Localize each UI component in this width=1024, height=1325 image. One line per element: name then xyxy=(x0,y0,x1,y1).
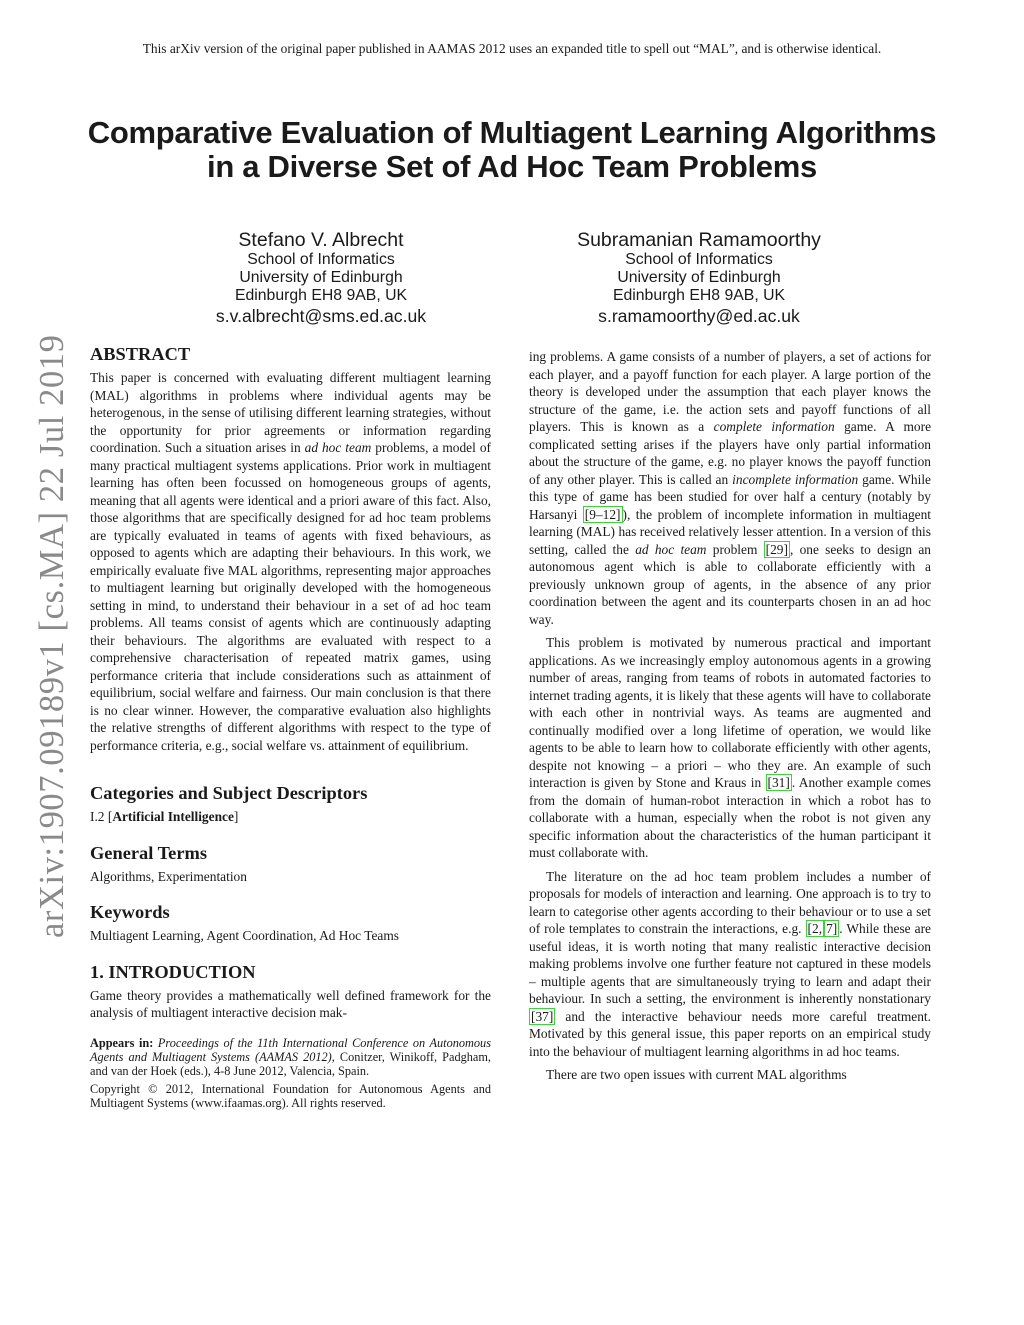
title-line-2: in a Diverse Set of Ad Hoc Team Problems xyxy=(207,149,817,184)
abstract-part-1: This paper is concerned with evaluating different multiagent learning (MAL) algorithms in problems where individual agents may be heterogenous, in the sense of utilising different learning strategies, without the opportunity for prior agreements or information regarding coordination. Such a situation arises in xyxy=(90,370,491,455)
citation-link[interactable]: [31] xyxy=(767,775,790,790)
text-run: ), the problem of incomplete information in multiagent learning (MAL) has received relatively lesser attention. In a version of this setting, called the xyxy=(529,506,932,557)
left-column xyxy=(90,343,491,1110)
header-note: This arXiv version of the original paper published in AAMAS 2012 uses an expanded title to spell out “MAL”, and is otherwise identical. xyxy=(142,41,882,56)
author-email[interactable]: s.v.albrecht@sms.ed.ac.uk xyxy=(215,306,427,326)
categories-heading: Categories and Subject Descriptors xyxy=(90,783,368,803)
emphasis: ad hoc team xyxy=(635,541,707,557)
citation-link[interactable]: [29] xyxy=(765,541,788,557)
literature-paragraph xyxy=(529,868,931,1061)
paper-title xyxy=(40,116,984,184)
text-run: . Another example comes from the domain of human-robot interaction in which a robot has to collaborate with a human, especially when the robot is not given any specific information about the characteristics of the human participant it must collaborate with. xyxy=(529,775,931,860)
citation-link[interactable]: [9–12] xyxy=(584,506,621,522)
text-run: problem xyxy=(706,541,764,557)
category-code: I.2 [ xyxy=(90,809,113,824)
author-name: Stefano V. Albrecht xyxy=(238,229,404,251)
text-run: game. While this type of game has been studied for over half a century (notably by Harsanyi xyxy=(529,471,931,522)
appears-details: , Conitzer, Winikoff, Padgham, and van der Hoek (eds.), 4-8 June 2012, Valencia, Spain. xyxy=(90,1049,491,1078)
author-school: School of Informatics xyxy=(247,251,395,268)
citation-link[interactable]: [2, xyxy=(807,921,823,936)
right-column xyxy=(529,348,931,1084)
arxiv-stamp: arXiv:1907.09189v1 [cs.MA] 22 Jul 2019 xyxy=(33,334,71,938)
author-address: Edinburgh EH8 9AB, UK xyxy=(612,287,786,304)
author-block-2 xyxy=(534,229,864,327)
author-school: School of Informatics xyxy=(625,251,773,268)
text-run: , one seeks to design an autonomous agent which is able to collaborate efficiently with a previously unknown group of agents, in the absence of any prior coordination between the agent and its counterparts chosen in an ad hoc way. xyxy=(529,541,931,627)
intro-paragraph-cont xyxy=(529,348,931,628)
categories-text xyxy=(90,808,491,826)
text-run: and the interactive behaviour needs more careful treatment. Motivated by this general issue, this paper reports on an empirical study into the behaviour of multiagent learning algorithms in ad hoc teams. xyxy=(529,1008,931,1059)
citation-link[interactable]: 7] xyxy=(826,921,838,936)
abstract-emphasis: ad hoc team xyxy=(304,440,372,455)
copyright-note: Copyright © 2012, International Foundation for Autonomous Agents and Multiagent Systems (www.ifaamas.org). All rights reserved. xyxy=(90,1081,491,1110)
title-line-1: Comparative Evaluation of Multiagent Learning Algorithms xyxy=(87,115,937,150)
appears-lead: Appears in: xyxy=(90,1035,154,1050)
motivation-paragraph xyxy=(529,634,931,862)
author-block-1 xyxy=(156,229,486,327)
author-name: Subramanian Ramamoorthy xyxy=(577,229,821,251)
emphasis: incomplete information xyxy=(732,471,859,487)
appears-in-note xyxy=(90,1036,491,1078)
author-university: University of Edinburgh xyxy=(239,269,403,286)
citation-link[interactable]: [37] xyxy=(531,1008,554,1024)
open-issues-paragraph: There are two open issues with current MAL algorithms xyxy=(546,1067,847,1082)
general-terms-heading: General Terms xyxy=(90,842,207,863)
appears-venue: Proceedings of the 11th International Conference on Autonomous Agents and Multiagent Systems (AAMAS 2012) xyxy=(90,1035,491,1064)
keywords-text: Multiagent Learning, Agent Coordination, Ad Hoc Teams xyxy=(90,928,399,943)
abstract-text xyxy=(90,369,491,754)
text-run: The literature on the ad hoc team problem includes a number of proposals for models of interaction and learning. One approach is to try to learn to categorise other agents according to their behaviour or to use a set of role templates to constrain the interactions, e.g. xyxy=(529,868,931,936)
category-close: ] xyxy=(233,809,239,824)
author-address: Edinburgh EH8 9AB, UK xyxy=(234,287,408,304)
intro-paragraph: Game theory provides a mathematically well defined framework for the analysis of multiagent interactive decision mak- xyxy=(90,987,491,1020)
intro-heading: 1. INTRODUCTION xyxy=(90,961,256,982)
author-university: University of Edinburgh xyxy=(617,269,781,286)
text-run: This problem is motivated by numerous practical and important applications. As we increasingly employ autonomous agents in a growing number of areas, ranging from teams of robots in automated factories to internet trading agents, it is likely that these agents will have to collaborate with each other in nontrivial ways. As teams are augmented and continually modified over a long lifetime of operation, we would like agents to be able to learn how to collaborate efficiently with other agents, despite not knowing – a priori – who they are. An example of such interaction is given by Stone and Kraus in xyxy=(529,635,931,790)
general-terms-text: Algorithms, Experimentation xyxy=(90,868,247,884)
text-run: ing problems. A game consists of a number of players, a set of actions for each player, and a payoff function for each player. A large portion of the theory is developed under the assumption that each player knows the structure of the game, i.e. the action sets and payoff functions of all players. This is known as a xyxy=(529,349,931,434)
abstract-heading: ABSTRACT xyxy=(90,344,191,364)
author-email[interactable]: s.ramamoorthy@ed.ac.uk xyxy=(598,306,800,326)
text-run: . While these are useful ideas, it is worth noting that many realistic interactive decision making problems involve one further feature not captured in these models – multiple agents that are simultaneously trying to learn and adapt their behaviour. In such a setting, the environment is inherently nonstationary xyxy=(529,921,931,1006)
emphasis: complete information xyxy=(713,419,835,434)
keywords-heading: Keywords xyxy=(90,902,170,922)
category-name: Artificial Intelligence xyxy=(112,809,234,824)
abstract-part-2: problems, a model of many practical multiagent systems applications. Prior work in multiagent learning has often been focussed on homogeneous groups of agents, meaning that all agents were identical and a priori aware of this fact. Also, those algorithms that are specifically designed for ad hoc team problems are typically evaluated in teams of agents with fixed behaviours, as opposed to agents which are adapting their behaviours. In this work, we empirically evaluate five MAL algorithms, representing major approaches to multiagent learning but originally developed with the homogeneous setting in mind, to understand their behaviour in a set of ad hoc team problems. All teams consist of agents which are continuously adapting their behaviours. The algorithms are evaluated with respect to a comprehensive characterisation of repeated matrix games, using performance criteria that include considerations such as attainment of equilibrium, social welfare and fairness. Our main conclusion is that there is no clear winner. However, the comparative evaluation also highlights the relative strengths of different algorithms with respect to the type of performance criteria, e.g., social welfare vs. attainment of equilibrium. xyxy=(90,440,491,753)
text-run: game. A more complicated setting arises if the players have only partial information about the structure of the game, e.g. no player knows the payoff function of any other player. This is called an xyxy=(529,419,932,487)
